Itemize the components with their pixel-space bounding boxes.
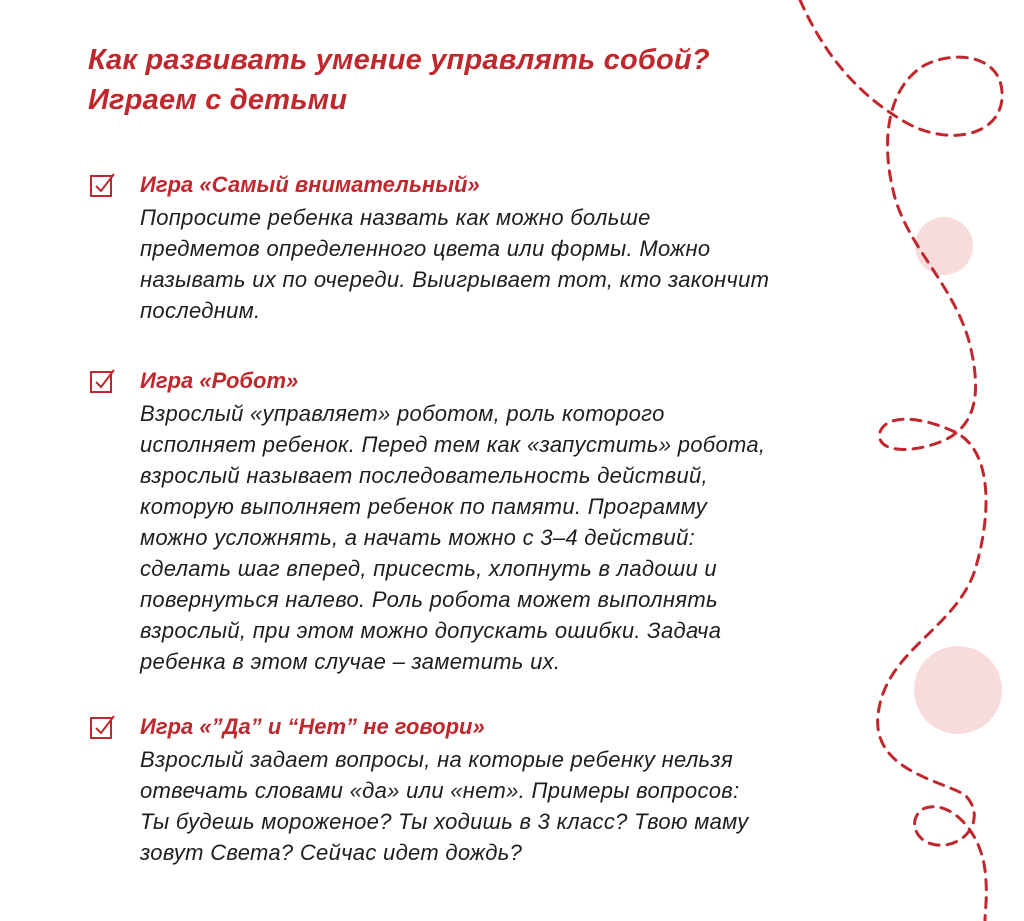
game-title: Игра «Робот» bbox=[140, 368, 299, 393]
checkbox-icon bbox=[88, 171, 116, 199]
text-line: которую выполняет ребенок по памяти. Программу bbox=[140, 494, 708, 519]
game-description bbox=[140, 744, 878, 868]
text-line: повернуться налево. Роль робота может выполнять bbox=[140, 587, 718, 612]
text-line: Попросите ребенка назвать как можно больше bbox=[140, 205, 651, 230]
game-description bbox=[140, 398, 878, 677]
text-line: называть их по очереди. Выигрывает тот, кто закончит bbox=[140, 267, 770, 292]
game-header bbox=[88, 168, 878, 202]
text-line: Взрослый задает вопросы, на которые ребенку нельзя bbox=[140, 747, 733, 772]
text-line: зовут Света? Сейчас идет дождь? bbox=[140, 840, 523, 865]
page-title bbox=[88, 40, 710, 120]
text-line: взрослый, при этом можно допускать ошибки. Задача bbox=[140, 618, 722, 643]
page-title-line-1: Как развивать умение управлять собой? bbox=[88, 44, 710, 76]
decor-dot bbox=[915, 217, 973, 275]
game-header bbox=[88, 710, 878, 744]
game-title: Игра «”Да” и “Нет” не говори» bbox=[140, 714, 485, 739]
game-description bbox=[140, 202, 878, 326]
text-line: Ты будешь мороженое? Ты ходишь в 3 класс? Твою маму bbox=[140, 809, 749, 834]
text-line: отвечать словами «да» или «нет». Примеры вопросов: bbox=[140, 778, 740, 803]
text-line: сделать шаг вперед, присесть, хлопнуть в ладоши и bbox=[140, 556, 717, 581]
text-line: Взрослый «управляет» роботом, роль которого bbox=[140, 401, 665, 426]
checkbox-icon bbox=[88, 367, 116, 395]
text-line: предметов определенного цвета или формы. Можно bbox=[140, 236, 711, 261]
page-title-line-2: Играем с детьми bbox=[88, 84, 348, 116]
game-header bbox=[88, 364, 878, 398]
game-section bbox=[88, 710, 878, 868]
game-section bbox=[88, 364, 878, 677]
text-line: исполняет ребенок. Перед тем как «запустить» робота, bbox=[140, 432, 766, 457]
text-line: можно усложнять, а начать можно с 3–4 действий: bbox=[140, 525, 696, 550]
game-title: Игра «Самый внимательный» bbox=[140, 172, 480, 197]
text-line: взрослый называет последовательность действий, bbox=[140, 463, 708, 488]
checkbox-icon bbox=[88, 713, 116, 741]
text-line: последним. bbox=[140, 298, 261, 323]
game-section bbox=[88, 168, 878, 326]
decor-dot bbox=[914, 646, 1002, 734]
text-line: ребенка в этом случае – заметить их. bbox=[140, 649, 561, 674]
